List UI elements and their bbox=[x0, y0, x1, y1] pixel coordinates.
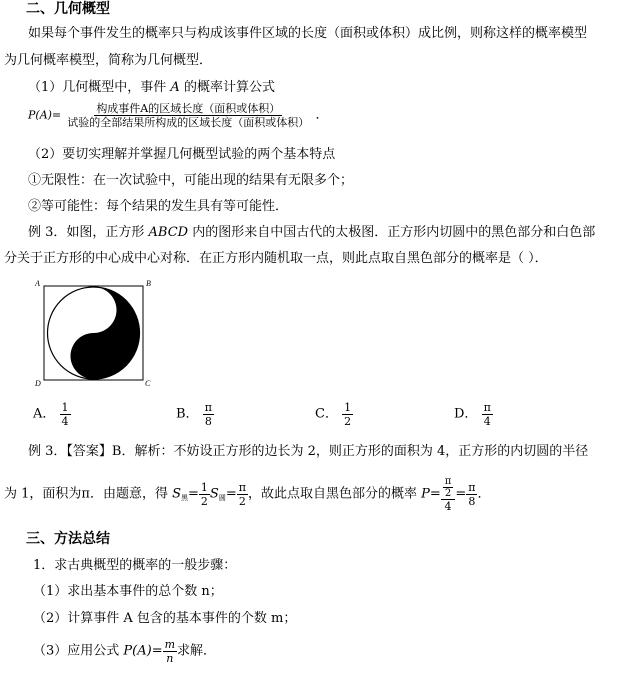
formula-denominator: 试验的全部结果所构成的区域长度（面积或体积） bbox=[67, 116, 310, 129]
feature-infinite: ①无限性：在一次试验中，可能出现的结果有无限多个； bbox=[28, 173, 354, 188]
eq: = bbox=[225, 486, 237, 502]
sub-black: 黑 bbox=[181, 494, 188, 502]
half-fraction bbox=[199, 481, 210, 508]
pi-den: 2 bbox=[238, 495, 246, 508]
option-fraction bbox=[60, 401, 71, 428]
formula-fraction bbox=[65, 102, 311, 129]
formula-lhs: P(A)= bbox=[28, 108, 62, 122]
eq: = bbox=[188, 486, 199, 502]
sub-circle: 圆 bbox=[218, 494, 226, 502]
formula-numerator: 构成事件A的区域长度（面积或体积） bbox=[96, 102, 281, 115]
white-dot bbox=[90, 306, 98, 314]
prob-fraction bbox=[441, 476, 456, 513]
s-circle: S bbox=[209, 486, 219, 502]
point-1-text-after: 的概率计算公式 bbox=[183, 80, 275, 95]
res-num: π bbox=[468, 481, 476, 494]
option-den: 4 bbox=[483, 415, 491, 428]
option-letter: A． bbox=[33, 406, 56, 422]
half-num: 1 bbox=[200, 481, 208, 494]
option-letter: D． bbox=[454, 406, 478, 422]
label-c: C bbox=[145, 379, 151, 388]
example-3-line-1 bbox=[28, 224, 595, 242]
answer-line-1: 例 3．【答案】B．解析：不妨设正方形的边长为 2，则正方形的面积为 4，正方形的内切圆的半径 bbox=[28, 444, 589, 459]
m-over-n bbox=[163, 638, 177, 665]
option-letter: B． bbox=[176, 406, 199, 422]
s-black: S bbox=[172, 486, 181, 502]
answer-line-2 bbox=[4, 476, 490, 513]
example-3-text-b: 内的图形来自中国古代的太极图．正方形内切圆中的黑色部分和白色部 bbox=[192, 225, 596, 240]
square-name: ABCD bbox=[148, 225, 189, 240]
p-lhs: P= bbox=[421, 486, 441, 502]
option-c bbox=[315, 401, 353, 428]
formula-tail: ． bbox=[315, 107, 329, 123]
label-a: A bbox=[35, 279, 40, 288]
intro-line-1: 如果每个事件发生的概率只与构成该事件区域的长度（面积或体积）成比例，则称这样的概率模型 bbox=[28, 26, 588, 41]
option-den: 4 bbox=[61, 415, 69, 428]
step-3-text: （3）应用公式 bbox=[33, 643, 120, 659]
event-var: A bbox=[170, 80, 180, 95]
inner-den: 2 bbox=[444, 488, 452, 499]
point-1 bbox=[28, 79, 275, 97]
option-den: 8 bbox=[204, 415, 212, 428]
pi-over-2 bbox=[443, 476, 454, 499]
step-3 bbox=[33, 638, 216, 665]
answer-text-a: 为 1，面积为π．由题意，得 bbox=[4, 486, 168, 502]
step-1: （1）求出基本事件的总个数 n； bbox=[33, 584, 223, 599]
result-fraction bbox=[466, 481, 477, 508]
example-3-text-a: 例 3．如图，正方形 bbox=[28, 225, 145, 240]
example-3-line-2: 分关于正方形的中心成中心对称．在正方形内随机取一点，则此点取自黑色部分的概率是（ ）． bbox=[4, 251, 548, 266]
section-title-geometric: 二、几何概型 bbox=[26, 1, 110, 17]
prob-numerator bbox=[441, 476, 456, 500]
answer-end: ． bbox=[477, 486, 491, 502]
option-letter: C． bbox=[315, 406, 338, 422]
steps-title: 1．求古典概型的概率的一般步骤： bbox=[33, 558, 237, 573]
option-num: π bbox=[483, 401, 491, 414]
point-1-text: （1）几何概型中，事件 bbox=[28, 80, 167, 95]
prob-denominator: 4 bbox=[444, 500, 452, 513]
option-b bbox=[176, 401, 214, 428]
taiji-symbol bbox=[48, 287, 140, 379]
option-fraction bbox=[342, 401, 353, 428]
option-a bbox=[33, 401, 71, 428]
res-den: 8 bbox=[468, 495, 476, 508]
step-3-end: 求解． bbox=[177, 643, 217, 659]
option-num: 1 bbox=[344, 401, 352, 414]
option-den: 2 bbox=[344, 415, 352, 428]
intro-line-2: 为几何概率模型，简称为几何概型． bbox=[4, 53, 213, 68]
step-3-lhs: P(A)= bbox=[123, 643, 163, 659]
label-d: D bbox=[35, 379, 41, 388]
option-num: π bbox=[204, 401, 212, 414]
eq: = bbox=[455, 486, 467, 502]
half-den: 2 bbox=[200, 495, 208, 508]
step-2: （2）计算事件 A 包含的基本事件的个数 m； bbox=[33, 611, 297, 626]
pi-num: π bbox=[238, 481, 246, 494]
m: m bbox=[164, 638, 176, 651]
option-fraction bbox=[203, 401, 214, 428]
option-num: 1 bbox=[61, 401, 69, 414]
inner-num: π bbox=[444, 476, 452, 487]
n: n bbox=[166, 652, 174, 665]
option-d bbox=[454, 401, 493, 428]
label-b: B bbox=[146, 279, 151, 288]
taiji-figure bbox=[32, 278, 162, 388]
black-dot bbox=[90, 352, 98, 360]
answer-text-b: ，故此点取自黑色部分的概率 bbox=[247, 486, 417, 502]
pi-half-fraction bbox=[237, 481, 248, 508]
option-fraction bbox=[482, 401, 493, 428]
probability-formula bbox=[28, 102, 328, 129]
feature-equal-probability: ②等可能性：每个结果的发生具有等可能性． bbox=[28, 199, 289, 214]
section-title-summary: 三、方法总结 bbox=[26, 531, 110, 547]
point-2: （2）要切实理解并掌握几何概型试验的两个基本特点 bbox=[28, 147, 336, 162]
